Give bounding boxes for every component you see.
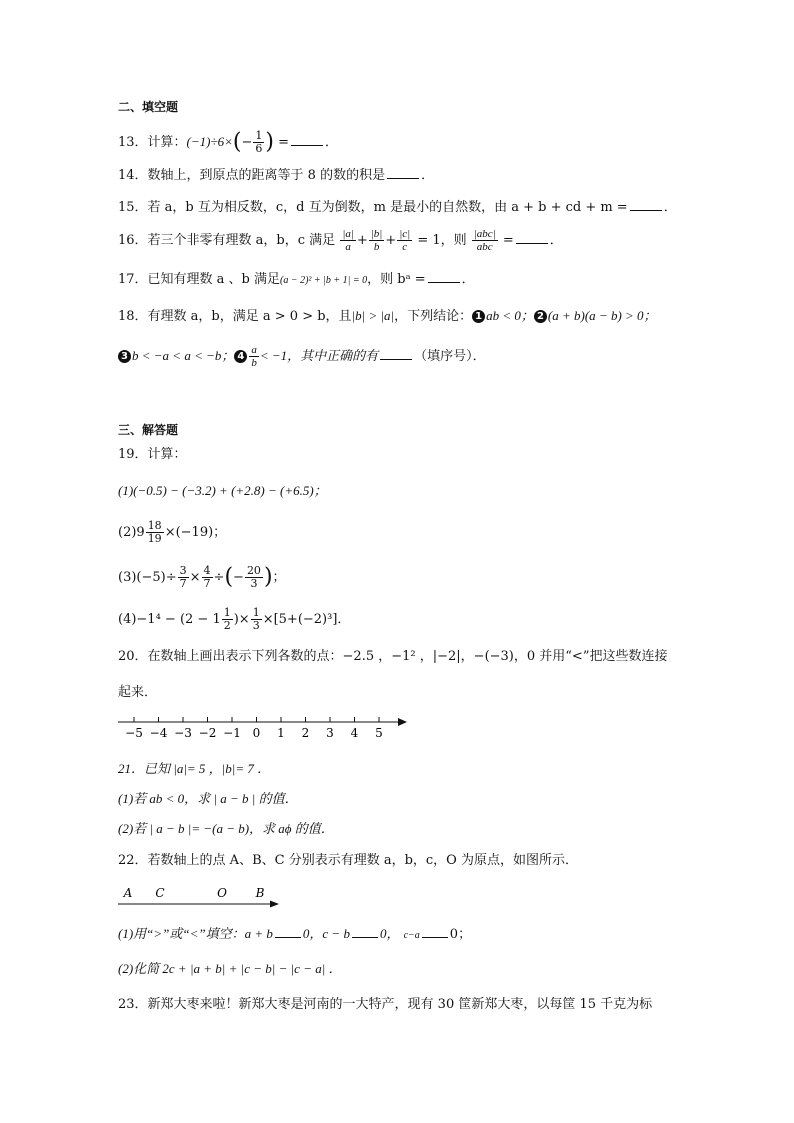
number-line-tick-label: 5	[375, 726, 383, 740]
point-label-b: B	[255, 886, 265, 900]
q18-mid: ，下列结论：	[394, 309, 473, 324]
q13-expr: (−1)÷6×	[186, 134, 233, 149]
question-18-line2	[118, 344, 486, 369]
q19-p3-frac-3: $\frac{20}{3}$	[246, 564, 261, 590]
q18-conclusion-3: b < −a < a < −b；	[132, 348, 235, 363]
q16-end: ．	[549, 233, 563, 248]
q17-blank[interactable]	[428, 270, 460, 283]
q17-condition: (a − 2)² + |b + 1| = 0	[280, 275, 368, 286]
question-22-part-1: (1)用“>”或“<”填空：a + b 0，c − b 0， c−a 0；	[118, 926, 472, 942]
q19-p4-frac-2: $\frac{1}{3}$	[252, 606, 260, 632]
number-line-tick-label: 4	[350, 726, 359, 740]
q17-mid: ，则 bᵃ =	[367, 272, 426, 287]
question-18-line1	[118, 307, 657, 326]
q22-blank-2[interactable]	[352, 925, 378, 938]
q15-text: 15．若 a，b 互为相反数，c，d 互为倒数，m 是最小的自然数，由 a + b + cd + m =	[118, 200, 628, 215]
q17-text: 17．已知有理数 a 、b 满足	[118, 272, 281, 287]
number-line-tick-label: 0	[252, 726, 261, 740]
q16-eq: =	[502, 233, 514, 248]
question-14	[118, 166, 434, 185]
q16-text: 16．若三个非零有理数 a，b，c 满足	[118, 233, 336, 248]
question-16: 16．若三个非零有理数 a，b，c 满足 $\frac{|a|}{a}$ + $\frac{|b|}{b}$ + $\frac{|c|}{c}$ = 1，则 $\frac{\text{|abc|}}{\text{abc}}$ = ．	[118, 228, 563, 253]
q16-frac-c: $\frac{|c|}{c}$	[399, 228, 411, 253]
q13-neg: −	[241, 135, 253, 150]
q19-p4-frac-1: $\frac{1}{2}$	[223, 606, 231, 632]
q16-blank[interactable]	[516, 231, 548, 244]
q14-text: 14．数轴上，到原点的距离等于 8 的数的积是	[118, 168, 386, 183]
number-line-tick-label: 1	[277, 726, 285, 740]
question-21-head: 21．已知 |a|= 5 ，|b|= 7 ．	[118, 761, 271, 776]
question-19-part-2: (2)9 $\frac{18}{19}$ ×(−19)；	[118, 519, 227, 545]
q18-circle-4: 4	[234, 350, 247, 363]
question-20-line2: 起来．	[118, 685, 158, 700]
q15-blank[interactable]	[630, 198, 662, 211]
q13-end: ．	[325, 135, 339, 150]
q16-frac-abc: $\frac{\text{|abc|}}{\text{abc}}$	[473, 228, 496, 253]
question-19-part-1: (1)(−0.5) − (−3.2) + (+2.8) − (+6.5)；	[118, 483, 327, 498]
q18-condition: |b| > |a|	[351, 308, 395, 323]
q19-p2-fraction: $\frac{18}{19}$	[147, 519, 162, 545]
number-line-q22	[118, 882, 280, 912]
q16-frac-a: $\frac{|a|}{a}$	[342, 228, 354, 253]
q18-circle-3: 3	[118, 350, 131, 363]
number-line-tick-label: 2	[301, 726, 310, 740]
q13-eq: =	[278, 135, 290, 150]
q16-frac-b: $\frac{|b|}{b}$	[370, 228, 383, 253]
question-20-line1: 20．在数轴上画出表示下列各数的点：−2.5 ，−1² ，|−2|，−(−3)，0 并用“<”把这些数连接	[118, 649, 668, 664]
q17-end: ．	[461, 272, 475, 287]
number-line-tick-label: −2	[198, 726, 217, 740]
q15-end: ．	[663, 200, 677, 215]
q18-conclusion-4: < −1，其中正确的有	[259, 348, 379, 363]
q18-circle-2: 2	[534, 310, 547, 323]
number-line-tick-label: −5	[125, 726, 143, 740]
q18-blank[interactable]	[380, 347, 412, 360]
q22-blank-1[interactable]	[275, 925, 301, 938]
q22-exponent-expr: c−a	[403, 930, 420, 941]
q14-end: ．	[421, 168, 435, 183]
section-title-solve: 三、解答题	[118, 423, 179, 437]
q18-circle-1: 1	[472, 310, 485, 323]
question-22-part-2: (2)化简 2c + |a + b| + |c − b| − |c − a| ．	[118, 961, 342, 976]
question-22-head: 22．若数轴上的点 A、B、C 分别表示有理数 a，b，c，O 为原点，如图所示．	[118, 853, 578, 868]
question-15	[118, 198, 677, 217]
question-19-part-4: (4)−1⁴ − (2 − 1 $\frac{1}{2}$ )× $\frac{1}{3}$ ×[5+(−2)³]．	[118, 606, 351, 632]
q13-blank[interactable]	[291, 133, 323, 146]
number-line-q20	[118, 712, 408, 744]
number-line-tick-label: 3	[326, 726, 334, 740]
q19-p3-frac-1: $\frac{3}{7}$	[179, 564, 187, 590]
q18-text: 18．有理数 a，b，满足 a > 0 > b，且	[118, 309, 352, 324]
point-label-o: O	[217, 886, 227, 900]
number-line-tick-label: −1	[223, 726, 241, 740]
question-13: 13．计算：(−1)÷6×(− $\frac{1}{6}$ ) = ．	[118, 129, 339, 155]
question-21-part-2: (2)若 | a − b |= −(a − b)，求 aϕ 的值．	[118, 821, 334, 836]
question-23: 23．新郑大枣来啦！新郑大枣是河南的一大特产，现有 30 筐新郑大枣，以每筐 15 千克为标	[118, 997, 653, 1012]
q13-fraction: $\frac{1}{6}$	[255, 129, 263, 155]
q18-frac-ab: $\frac{a}{b}$	[251, 344, 257, 369]
question-19-part-3: (3)(−5)÷ $\frac{3}{7}$ × $\frac{4}{7}$ ÷(− $\frac{20}{3}$ )；	[118, 564, 286, 590]
q18-end: （填序号）．	[414, 349, 486, 364]
number-line-tick-label: −3	[174, 726, 192, 740]
section-title-fill-blank: 二、填空题	[118, 100, 179, 114]
q22-blank-3[interactable]	[422, 925, 448, 938]
point-label-c: C	[155, 886, 165, 900]
q14-blank[interactable]	[387, 166, 419, 179]
question-17	[118, 270, 475, 290]
point-label-a: A	[123, 886, 133, 900]
q13-label: 13．计算：	[118, 135, 187, 150]
question-21-part-1: (1)若 ab < 0，求 | a − b | 的值．	[118, 791, 298, 806]
number-line-tick-label: −4	[149, 726, 168, 740]
q18-conclusion-2: (a + b)(a − b) > 0；	[547, 308, 657, 323]
q19-p3-frac-2: $\frac{4}{7}$	[203, 564, 211, 590]
q16-mid: = 1，则	[417, 233, 467, 248]
question-19-head: 19．计算：	[118, 447, 187, 462]
q18-conclusion-1: ab < 0；	[486, 308, 534, 323]
